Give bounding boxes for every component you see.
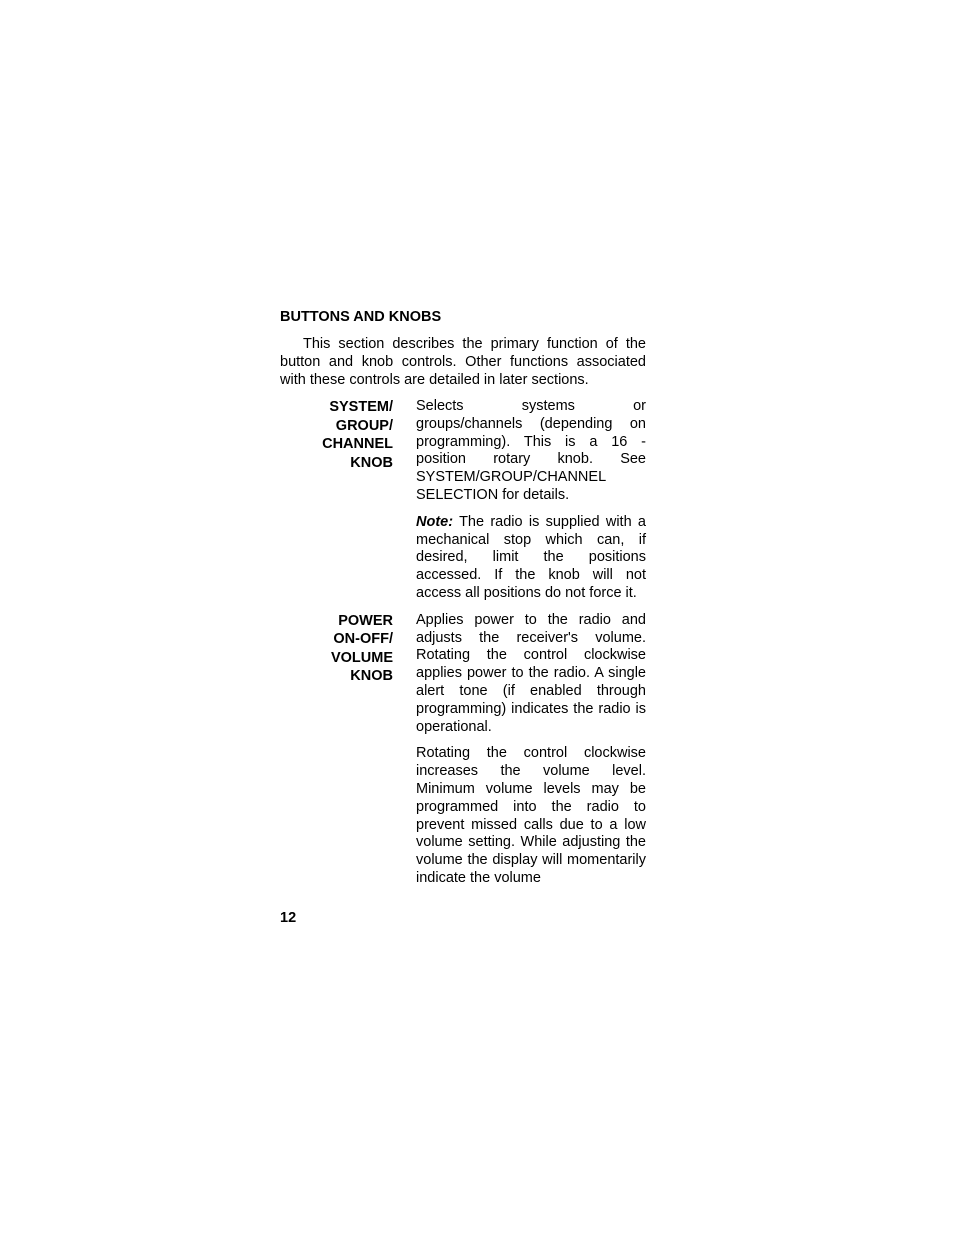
term-line: GROUP/	[335, 417, 393, 434]
note-label: Note:	[416, 513, 454, 530]
note-text: The radio is supplied with a mechanical stop which can, if desired, limit the positions accessed. If the knob will not access all positions do not force it.	[416, 513, 646, 601]
term-line: KNOB	[350, 454, 393, 471]
note-paragraph	[416, 514, 646, 603]
term-line: SYSTEM/	[329, 399, 393, 415]
term-line: VOLUME	[330, 649, 393, 666]
term-line: POWER	[338, 612, 393, 629]
description-paragraph: Selects systems or groups/channels (depending on programming). This is a 16 - position rotary knob. See SYSTEM/GROUP/CHANNEL SELECTION for details.	[416, 398, 646, 503]
section-heading: BUTTONS AND KNOBS	[280, 309, 442, 325]
control-entry-system-group-channel-knob	[280, 398, 646, 603]
term-line: CHANNEL	[322, 436, 393, 452]
description-paragraph: Applies power to the radio and adjusts the receiver's volume. Rotating the control clockwise applies power to the radio. A single alert tone (if enabled through programming) indicates the radio is operational.	[416, 611, 646, 735]
control-entry-power-volume-knob	[280, 612, 646, 888]
control-term	[280, 398, 393, 472]
control-term	[280, 612, 393, 686]
manual-page-content	[280, 308, 646, 896]
page-number: 12	[280, 910, 297, 926]
term-line: KNOB	[350, 668, 393, 685]
term-line: ON-OFF/	[333, 631, 393, 648]
control-description	[416, 398, 646, 603]
description-paragraph: Rotating the control clockwise increases the volume level. Minimum volume levels may be programmed into the radio to prevent missed calls due to a low volume setting. While adjusting the volume the display will momentarily indicate the volume	[416, 745, 646, 886]
control-description	[416, 612, 646, 888]
section-intro: This section describes the primary function of the button and knob controls. Other functions associated with these controls are detailed in later sections.	[280, 336, 646, 388]
